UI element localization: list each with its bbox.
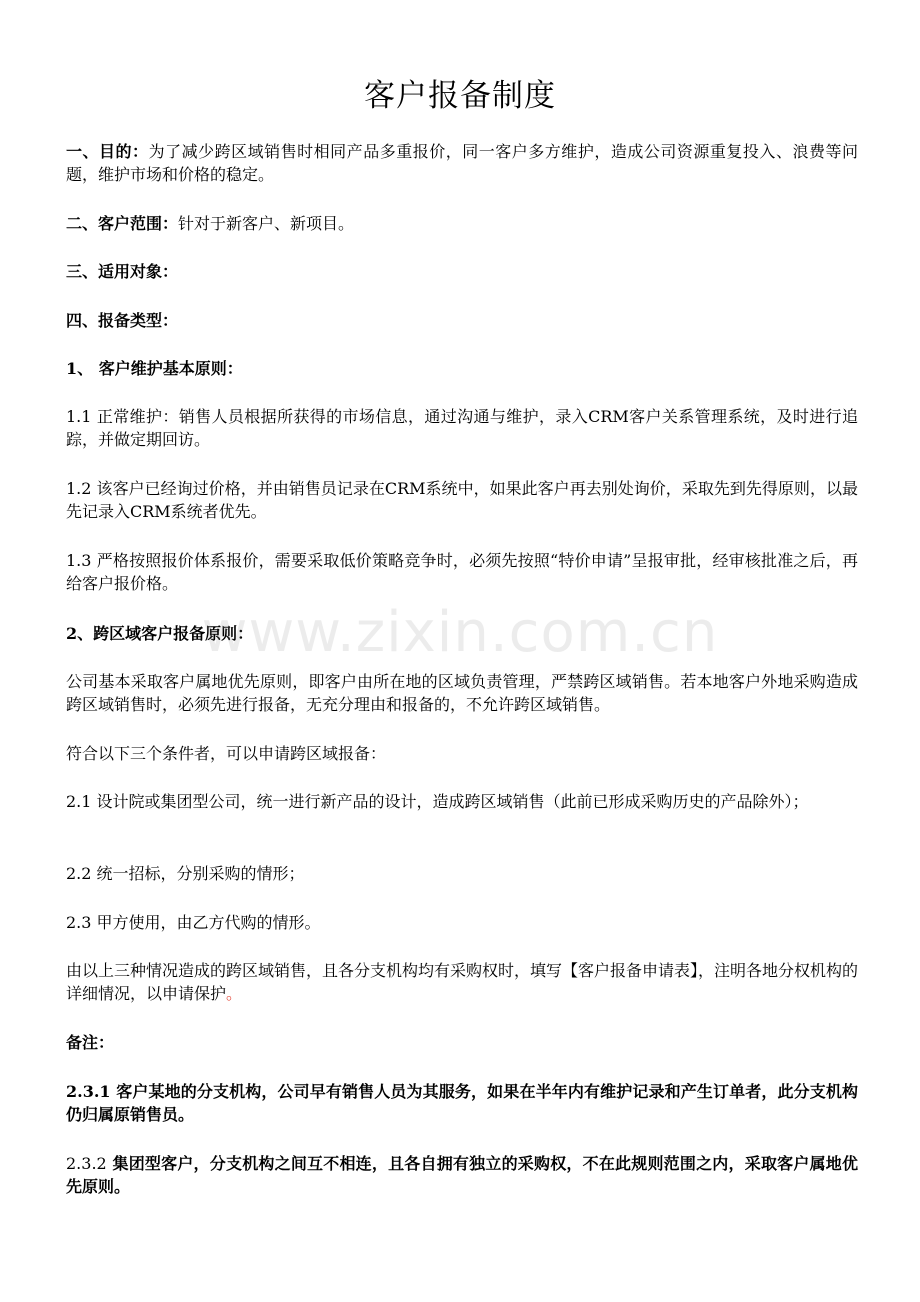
section-target: 三、适用对象： <box>66 262 179 281</box>
paragraph-2-summary-text: 由以上三种情况造成的跨区域销售，且各分支机构均有采购权时，填写【客户报备申请表】，注明各地分权机构的详细情况，以申请保护 <box>66 961 859 1003</box>
note-2-3-1-text: 客户某地的分支机构，公司早有销售人员为其服务，如果在半年内有维护记录和产生订单者，此分支机构仍归属原销售员。 <box>66 1082 858 1124</box>
note-2-3-2-text: 集团型客户，分支机构之间互不相连，且各自拥有独立的采购权，不在此规则范围之内，采取客户属地优先原则。 <box>66 1154 858 1196</box>
section-scope-text: 针对于新客户、新项目。 <box>178 214 355 233</box>
paragraph-2-summary <box>66 959 858 1005</box>
section-purpose-label: 一、目的： <box>66 142 149 161</box>
paragraph-2-intro: 公司基本采取客户属地优先原则，即客户由所在地的区域负责管理，严禁跨区域销售。若本地客户外地采购造成跨区域销售时，必须先进行报备，无充分理由和报备的，不允许跨区域销售。 <box>66 672 858 714</box>
heading-basic-principles: 1、 客户维护基本原则： <box>66 359 243 378</box>
paragraph-2-conditions: 符合以下三个条件者，可以申请跨区域报备： <box>66 744 387 763</box>
section-purpose-text: 为了减少跨区域销售时相同产品多重报价，同一客户多方维护，造成公司资源重复投入、浪费等问题，维护市场和价格的稳定。 <box>66 142 858 184</box>
note-2-3-1 <box>66 1080 858 1126</box>
red-period: 。 <box>226 984 243 1003</box>
paragraph-1-2: 1.2 该客户已经询过价格，并由销售员记录在CRM系统中，如果此客户再去别处询价，采取先到先得原则，以最先记录入CRM系统者优先。 <box>66 479 858 521</box>
section-scope <box>66 212 858 235</box>
note-2-3-2-number: 2.3.2 <box>66 1154 107 1173</box>
note-2-3-1-number: 2.3.1 <box>66 1082 111 1101</box>
watermark: www.zixin.com.cn <box>201 600 719 665</box>
paragraph-2-2: 2.2 统一招标，分别采购的情形； <box>66 864 305 883</box>
section-purpose <box>66 140 858 186</box>
paragraph-1-1: 1.1 正常维护：销售人员根据所获得的市场信息，通过沟通与维护，录入CRM客户关系管理系统，及时进行追踪，并做定期回访。 <box>66 407 858 449</box>
paragraph-1-3: 1.3 严格按照报价体系报价，需要采取低价策略竞争时，必须先按照“特价申请”呈报审批，经审核批准之后，再给客户报价格。 <box>66 551 858 593</box>
note-2-3-2 <box>66 1152 858 1198</box>
note-label: 备注： <box>66 1033 115 1052</box>
paragraph-2-3: 2.3 甲方使用，由乙方代购的情形。 <box>66 913 321 932</box>
paragraph-2-1: 2.1 设计院或集团型公司，统一进行新产品的设计，造成跨区域销售（此前已形成采购历史的产品除外）； <box>66 792 809 811</box>
document-title: 客户报备制度 <box>364 78 556 114</box>
section-type: 四、报备类型： <box>66 311 179 330</box>
section-scope-label: 二、客户范围： <box>66 214 179 233</box>
heading-cross-region: 2、跨区域客户报备原则： <box>66 624 254 643</box>
